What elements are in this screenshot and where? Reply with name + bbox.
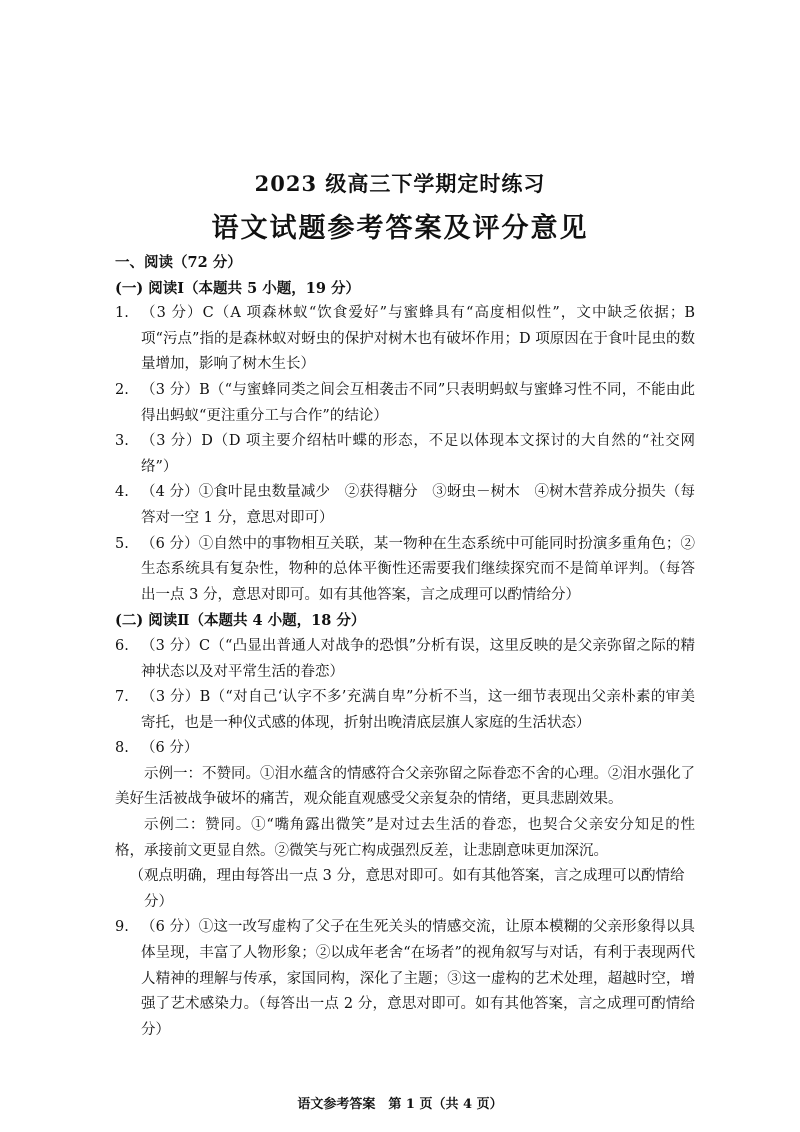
item-number: 8. [115, 740, 129, 757]
scoring-note-8: （观点明确，理由每答出一点 3 分，意思对即可。如有其他答案，言之成理可以酌情给分） [129, 868, 685, 910]
item-text: （4 分）①食叶昆虫数量减少 ②获得糖分 ③蚜虫－树木 ④树木营养成分损失（每答对一空 1 分，意思对即可） [141, 484, 695, 526]
answer-item-7 [115, 685, 695, 736]
answer-item-9 [115, 915, 695, 1043]
item-number: 9. [115, 919, 129, 936]
item-number: 4. [115, 484, 129, 501]
exam-title: 2023 级高三下学期定时练习 [254, 171, 546, 196]
section-heading-reading: 一、阅读（72 分） [115, 254, 242, 271]
item-number: 6. [115, 637, 129, 654]
answer-item-8 [115, 736, 695, 762]
answer-body [115, 250, 695, 1043]
page-footer: 语文参考答案 第 1 页（共 4 页） [297, 1097, 503, 1112]
item-number: 1. [115, 305, 129, 322]
item-text: （3 分）C（A 项森林蚁“饮食爱好”与蜜蜂具有“高度相似性”，文中缺乏依据；B 项“污点”指的是森林蚁对蚜虫的保护对树木也有破坏作用；D 项原因在于食叶昆虫的数量增加，影响了树木生长） [141, 305, 695, 373]
item-number: 3. [115, 433, 129, 450]
item-text: （6 分）①这一改写虚构了父子在生死关头的情感交流，让原本模糊的父亲形象得以具体呈现，丰富了人物形象；②以成年老舍“在场者”的视角叙写与对话，有利于表现两代人精神的理解与传承，家国同构，深化了主题；③这一虚构的艺术处理，超越时空，增强了艺术感染力。（每答出一点 2 分，意思对即可。如有其他答案，言之成理可酌情给分） [141, 919, 695, 1038]
document-title: 语文试题参考答案及评分意见 [211, 213, 589, 244]
item-text: （3 分）B（“对自己‘认字不多’充满自卑”分析不当，这一细节表现出父亲朴素的审美寄托，也是一种仪式感的体现，折射出晚清底层旗人家庭的生活状态） [141, 689, 695, 731]
item-text: （3 分）D（D 项主要介绍枯叶蝶的形态，不足以体现本文探讨的大自然的“社交网络”） [141, 433, 695, 475]
answer-item-2 [115, 378, 695, 429]
item-text: （6 分）①自然中的事物相互关联，某一物种在生态系统中可能同时扮演多重角色；②生态系统具有复杂性，物种的总体平衡性还需要我们继续探究而不是简单评判。（每答出一点 3 分，意思对即可。如有其他答案，言之成理可以酌情给分） [141, 535, 695, 603]
item-number: 7. [115, 689, 129, 706]
answer-item-6 [115, 634, 695, 685]
sample-answer-2: 示例二：赞同。①“嘴角露出微笑”是对过去生活的眷恋，也契合父亲安分知足的性格，承接前文更显自然。②微笑与死亡构成强烈反差，让悲剧意味更加深沉。 [115, 817, 695, 859]
subsection-heading-reading-2: (二) 阅读Ⅱ（本题共 4 小题，18 分） [115, 612, 366, 630]
answer-item-4 [115, 480, 695, 531]
item-text: （6 分） [141, 740, 199, 757]
item-number: 2. [115, 381, 129, 398]
item-text: （3 分）C（“凸显出普通人对战争的恐惧”分析有误，这里反映的是父亲弥留之际的精神状态以及对平常生活的眷恋） [141, 637, 695, 680]
answer-item-1 [115, 301, 695, 378]
item-text: （3 分）B（“与蜜蜂同类之间会互相袭击不同”只表明蚂蚁与蜜蜂习性不同，不能由此得出蚂蚁“更注重分工与合作”的结论） [141, 381, 695, 424]
subsection-heading-reading-1: (一) 阅读Ⅰ（本题共 5 小题，19 分） [115, 279, 360, 297]
item-number: 5. [115, 535, 129, 552]
answer-item-5 [115, 532, 695, 609]
answer-item-3 [115, 429, 695, 480]
sample-answer-1: 示例一：不赞同。①泪水蕴含的情感符合父亲弥留之际眷恋不舍的心理。②泪水强化了美好生活被战争破坏的痛苦，观众能直观感受父亲复杂的情绪，更具悲剧效果。 [115, 765, 695, 808]
